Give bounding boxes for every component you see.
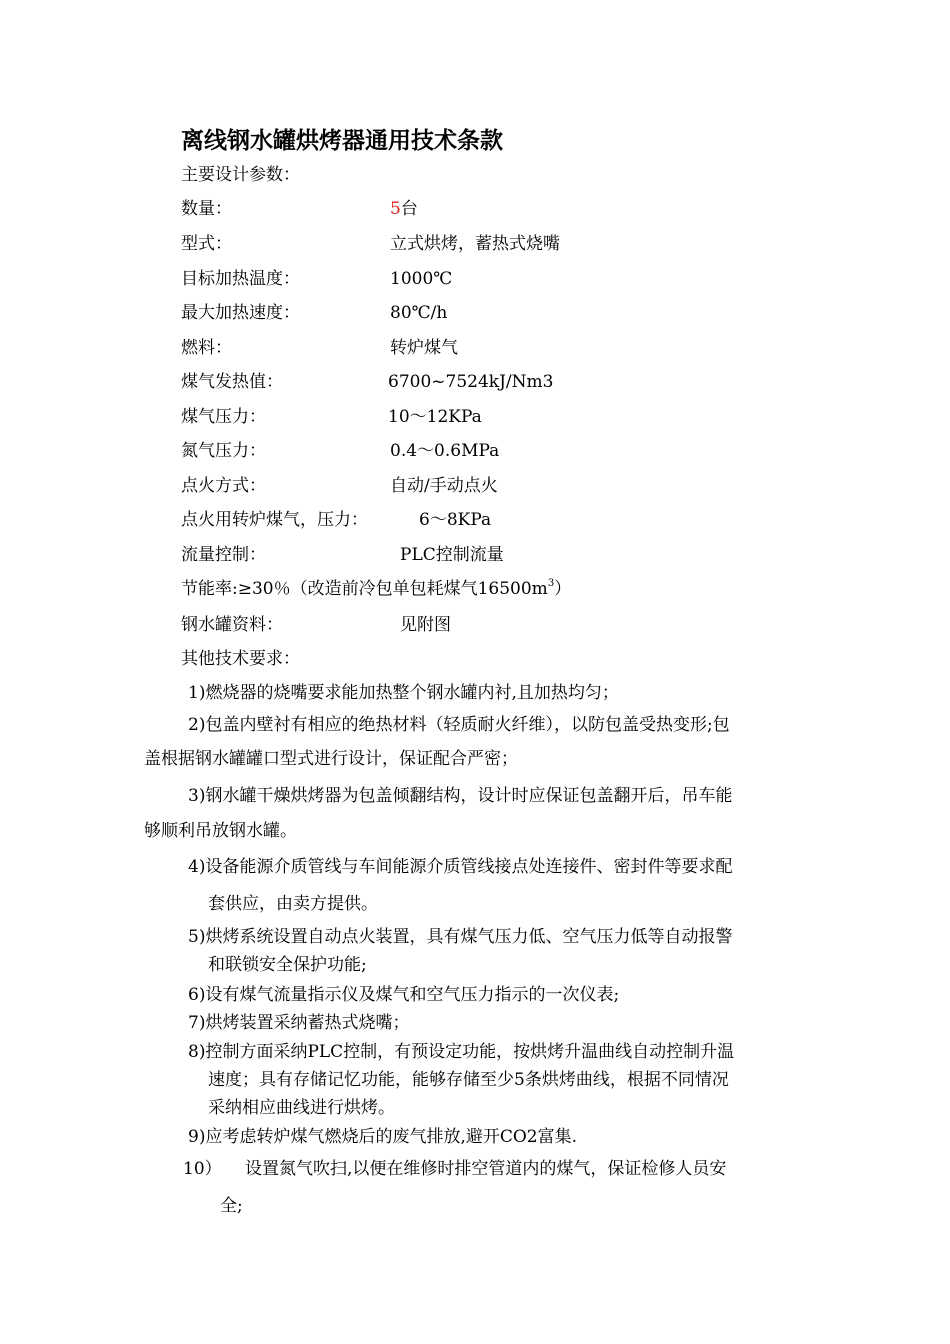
requirement-10-line-2: 全; (220, 1196, 243, 1216)
param-value-gas-pressure: 10～12KPa (388, 407, 482, 427)
requirement-2-line-1: 2)包盖内壁衬有相应的绝热材料（轻质耐火纤维），以防包盖受热变形;包 (188, 715, 730, 735)
requirement-3-line-1: 3)钢水罐干燥烘烤器为包盖倾翻结构，设计时应保证包盖翻开后，吊车能 (188, 786, 733, 806)
requirement-8-line-2: 速度；具有存储记忆功能，能够存储至少5条烘烤曲线，根据不同情况 (208, 1070, 729, 1090)
section-heading-main-params: 主要设计参数： (181, 165, 300, 185)
param-label-nitrogen-pressure: 氮气压力： (181, 441, 266, 461)
requirement-3-line-2: 够顺利吊放钢水罐。 (144, 821, 297, 841)
param-value-fuel: 转炉煤气 (390, 338, 458, 358)
energy-saving-superscript: 3 (547, 578, 555, 589)
param-value-target-temp: 1000℃ (390, 269, 453, 289)
param-label-ignition-mode: 点火方式： (181, 476, 266, 496)
requirement-7: 7)烘烤装置采纳蓄热式烧嘴； (188, 1013, 410, 1033)
energy-saving-line (181, 578, 571, 600)
document-title: 离线钢水罐烘烤器通用技术条款 (181, 128, 503, 154)
param-value-max-heating-rate: 80℃/h (390, 303, 448, 323)
param-label-flow-control: 流量控制： (181, 545, 266, 565)
requirement-5-line-1: 5)烘烤系统设置自动点火装置，具有煤气压力低、空气压力低等自动报警 (188, 927, 733, 947)
param-value-flow-control: PLC控制流量 (400, 545, 504, 565)
param-label-gas-pressure: 煤气压力： (181, 407, 266, 427)
param-label-target-temp: 目标加热温度： (181, 269, 300, 289)
param-value-nitrogen-pressure: 0.4～0.6MPa (390, 441, 500, 461)
param-label-type: 型式： (181, 234, 232, 254)
ladle-info-label: 钢水罐资料： (181, 615, 283, 635)
requirement-10-line-1: 设置氮气吹扫,以便在维修时排空管道内的煤气，保证检修人员安 (245, 1159, 727, 1179)
param-value-calorific-value: 6700~7524kJ/Nm3 (388, 372, 554, 392)
ladle-info-value: 见附图 (400, 615, 451, 635)
requirement-8-line-1: 8)控制方面采纳PLC控制，有预设定功能，按烘烤升温曲线自动控制升温 (188, 1042, 735, 1062)
param-label-calorific-value: 煤气发热值： (181, 372, 283, 392)
param-label-fuel: 燃料： (181, 338, 232, 358)
requirement-9: 9)应考虑转炉煤气燃烧后的废气排放,避开CO2富集. (188, 1127, 578, 1147)
param-value-ignition-mode: 自动/手动点火 (390, 476, 498, 496)
param-value-ignition-gas-pressure: 6～8KPa (419, 510, 492, 530)
requirement-4-line-1: 4)设备能源介质管线与车间能源介质管线接点处连接件、密封件等要求配 (188, 857, 733, 877)
param-label-ignition-gas-pressure: 点火用转炉煤气，压力： (181, 510, 368, 530)
param-value-type: 立式烘烤，蓄热式烧嘴 (390, 234, 560, 254)
requirement-5-line-2: 和联锁安全保护功能; (208, 955, 367, 975)
requirement-8-line-3: 采纳相应曲线进行烘烤。 (208, 1098, 395, 1118)
requirement-6: 6)设有煤气流量指示仪及煤气和空气压力指示的一次仪表; (188, 985, 620, 1005)
requirement-10-number: 10） (183, 1159, 222, 1179)
energy-saving-close: ） (554, 579, 572, 599)
energy-saving-text: 节能率:≥30％（改造前冷包单包耗煤气16500m (181, 579, 548, 599)
section-heading-other-requirements: 其他技术要求： (181, 649, 300, 669)
requirement-4-line-2: 套供应，由卖方提供。 (208, 894, 378, 914)
quantity-number: 5 (390, 199, 401, 219)
quantity-unit: 台 (400, 199, 418, 219)
param-label-quantity: 数量： (181, 199, 232, 219)
param-value-quantity (390, 198, 418, 220)
requirement-2-line-2: 盖根据钢水罐罐口型式进行设计，保证配合严密； (144, 749, 518, 769)
requirement-1: 1)燃烧器的烧嘴要求能加热整个钢水罐内衬,且加热均匀； (188, 683, 619, 703)
param-label-max-heating-rate: 最大加热速度： (181, 303, 300, 323)
